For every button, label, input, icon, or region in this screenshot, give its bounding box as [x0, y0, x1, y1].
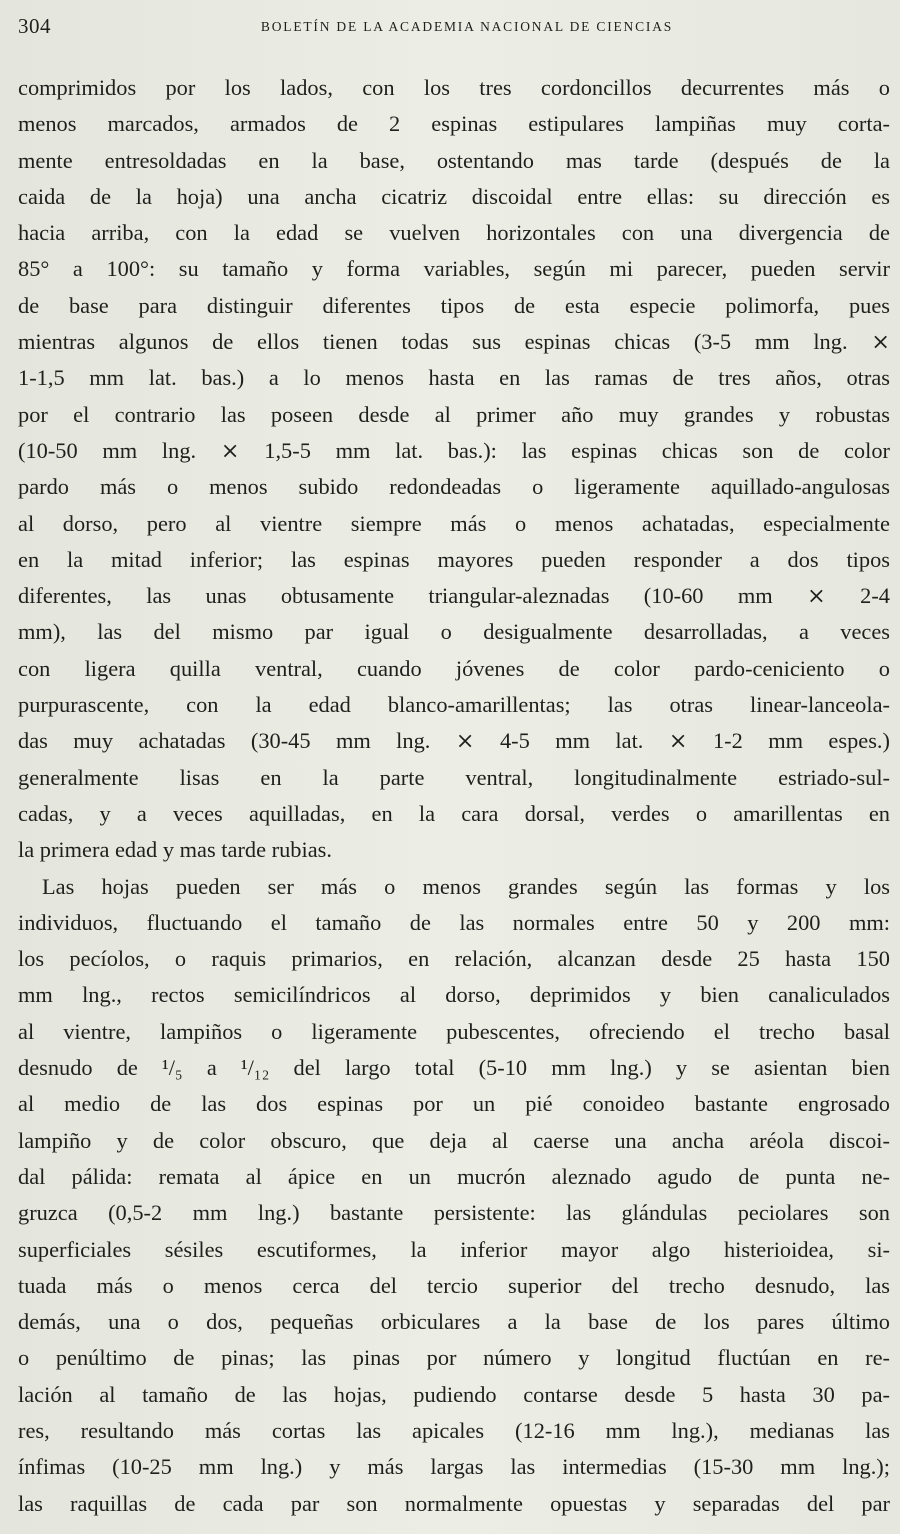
text-line: la primera edad y mas tarde rubias. [18, 837, 332, 863]
text-line: individuos, fluctuando el tamaño de las normales entre 50 y 200 mm: [18, 909, 890, 935]
text-line: pardo más o menos subido redondeadas o ligeramente aquillado-angulosas [18, 474, 890, 500]
text-line: mente entresoldadas en la base, ostentando mas tarde (después de la [18, 147, 890, 173]
text-line: las raquillas de cada par son normalmente opuestas y separadas del par [18, 1490, 890, 1516]
text-line: (10-50 mm lng. ⨯ 1,5-5 mm lat. bas.): las espinas chicas son de color [18, 437, 890, 463]
text-line: superficiales sésiles escutiformes, la inferior mayor algo histerioidea, si- [18, 1236, 890, 1262]
text-line: Las hojas pueden ser más o menos grandes según las formas y los [42, 873, 890, 899]
text-line: de base para distinguir diferentes tipos de esta especie polimorfa, pues [18, 292, 890, 318]
text-line: res, resultando más cortas las apicales (12-16 mm lng.), medianas las [18, 1417, 890, 1443]
page-number: 304 [18, 14, 51, 38]
text-line: o penúltimo de pinas; las pinas por número y longitud fluctúan en re- [18, 1345, 890, 1371]
text-line: comprimidos por los lados, con los tres cordoncillos decurrentes más o [18, 75, 890, 100]
text-line: en la mitad inferior; las espinas mayores pueden responder a dos tipos [18, 546, 890, 572]
text-line: gruzca (0,5-2 mm lng.) bastante persistente: las glándulas peciolares son [18, 1200, 890, 1226]
text-line: lación al tamaño de las hojas, pudiendo contarse desde 5 hasta 30 pa- [18, 1381, 890, 1407]
text-line: con ligera quilla ventral, cuando jóvenes de color pardo-ceniciento o [18, 655, 890, 681]
text-line: generalmente lisas en la parte ventral, longitudinalmente estriado-sul- [18, 764, 890, 790]
text-line: lampiño y de color obscuro, que deja al caerse una ancha aréola discoi- [18, 1127, 890, 1153]
text-line: 1-1,5 mm lat. bas.) a lo menos hasta en las ramas de tres años, otras [18, 365, 890, 391]
text-line: mm), las del mismo par igual o desigualmente desarrolladas, a veces [18, 619, 890, 645]
running-head: BOLETÍN DE LA ACADEMIA NACIONAL DE CIENCIAS [260, 19, 674, 34]
text-line: al medio de las dos espinas por un pié conoideo bastante engrosado [18, 1091, 890, 1117]
text-line: tuada más o menos cerca del tercio superior del trecho desnudo, las [18, 1272, 890, 1298]
text-line: cadas, y a veces aquilladas, en la cara dorsal, verdes o amarillentas en [18, 800, 890, 826]
text-line: caida de la hoja) una ancha cicatriz discoidal entre ellas: su dirección es [18, 183, 890, 209]
body-text [18, 70, 890, 1522]
text-line: ínfimas (10-25 mm lng.) y más largas las intermedias (15-30 mm lng.); [18, 1454, 890, 1480]
text-line: hacia arriba, con la edad se vuelven horizontales con una divergencia de [18, 220, 890, 246]
text-line: por el contrario las poseen desde al primer año muy grandes y robustas [18, 401, 890, 427]
text-line: purpurascente, con la edad blanco-amarillentas; las otras linear-lanceola- [18, 692, 890, 718]
text-line: 85° a 100°: su tamaño y forma variables, según mi parecer, pueden servir [18, 256, 890, 282]
text-line: los pecíolos, o raquis primarios, en relación, alcanzan desde 25 hasta 150 [18, 946, 890, 972]
text-line: demás, una o dos, pequeñas orbiculares a la base de los pares último [18, 1309, 890, 1335]
text-line: mientras algunos de ellos tienen todas sus espinas chicas (3-5 mm lng. ⨯ [18, 329, 890, 355]
text-line: mm lng., rectos semicilíndricos al dorso, deprimidos y bien canaliculados [18, 982, 890, 1008]
text-line: al vientre, lampiños o ligeramente pubescentes, ofreciendo el trecho basal [18, 1018, 890, 1044]
text-line: al dorso, pero al vientre siempre más o menos achatadas, especialmente [18, 510, 890, 536]
page-header [18, 14, 886, 42]
text-line: menos marcados, armados de 2 espinas estipulares lampiñas muy corta- [18, 111, 890, 137]
text-line: diferentes, las unas obtusamente triangular-aleznadas (10-60 mm ⨯ 2-4 [18, 583, 890, 609]
text-line: desnudo de ¹/₅ a ¹/₁₂ del largo total (5-10 mm lng.) y se asientan bien [18, 1055, 890, 1081]
text-line: dal pálida: remata al ápice en un mucrón aleznado agudo de punta ne- [18, 1163, 890, 1189]
text-line: das muy achatadas (30-45 mm lng. ⨯ 4-5 mm lat. ⨯ 1-2 mm espes.) [18, 728, 890, 754]
